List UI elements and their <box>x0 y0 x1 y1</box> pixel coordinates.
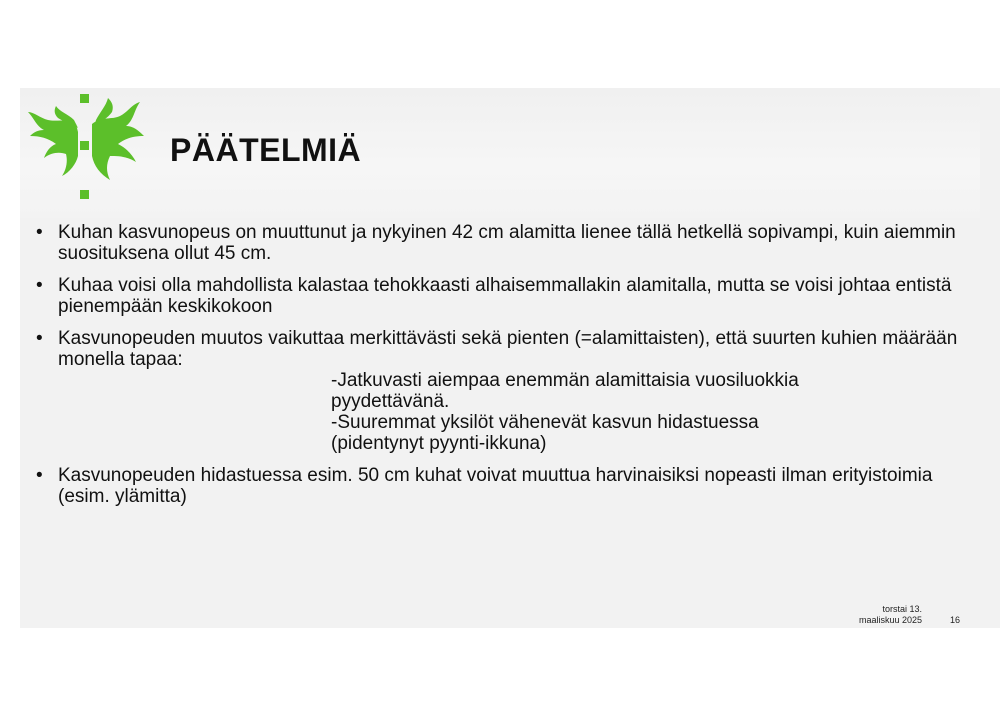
bullet-text: Kasvunopeuden muutos vaikuttaa merkittävästi sekä pienten (=alamittaisten), että suurten kuhien määrään monella tapaa: <box>58 328 958 370</box>
bullet-dot: • <box>36 222 43 243</box>
bullet-item <box>36 275 986 317</box>
sub-line: (pidentynyt pyynti-ikkuna) <box>331 433 547 454</box>
slide-header <box>20 88 980 218</box>
page-number: 16 <box>950 615 961 625</box>
footer-date <box>850 604 922 626</box>
bullet-item <box>36 328 986 454</box>
bullet-text: Kuhan kasvunopeus on muuttunut ja nykyinen 42 cm alamitta lienee tällä hetkellä sopivampi, kuin aiemmin suosituksena ollut 45 cm. <box>58 222 956 264</box>
sub-line: pyydettävänä. <box>331 391 450 412</box>
sub-line: -Suuremmat yksilöt vähenevät kasvun hidastuessa <box>331 412 759 433</box>
sub-line: -Jatkuvasti aiempaa enemmän alamittaisia vuosiluokkia <box>331 370 799 391</box>
bullet-text: Kasvunopeuden hidastuessa esim. 50 cm kuhat voivat muuttua harvinaisiksi nopeasti ilman erityistoimia (esim. ylämitta) <box>58 465 933 507</box>
bullet-item <box>36 465 986 507</box>
footer-date-line1: torstai 13. <box>882 604 922 614</box>
bullet-dot: • <box>36 328 43 349</box>
bullet-text: Kuhaa voisi olla mahdollista kalastaa tehokkaasti alhaisemmallakin alamitalla, mutta se voisi johtaa entistä pienempään keskikokoon <box>58 275 952 317</box>
slide-body <box>36 222 986 518</box>
bullet-dot: • <box>36 275 43 296</box>
university-flame-logo-icon <box>26 92 146 204</box>
footer-date-line2: maaliskuu 2025 <box>858 615 922 625</box>
slide-title: PÄÄTELMIÄ <box>170 132 362 168</box>
bullet-dot: • <box>36 465 43 486</box>
bullet-item <box>36 222 986 264</box>
